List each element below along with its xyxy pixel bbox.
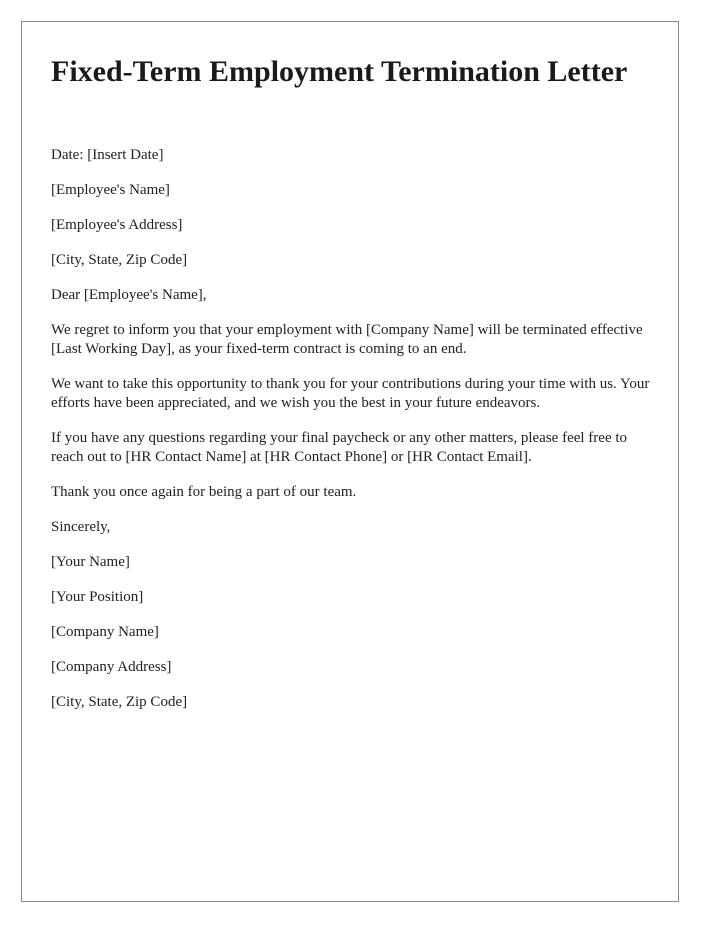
closing: Sincerely, (51, 519, 111, 535)
paragraph-thanks: We want to take this opportunity to thank you for your contributions during your time with us. Your efforts have been appreciated, and we wish you the best in your future endeavors. (51, 376, 650, 411)
sender-name: [Your Name] (51, 554, 130, 570)
date-line: Date: [Insert Date] (51, 147, 164, 163)
paragraph-closing-thanks: Thank you once again for being a part of our team. (51, 484, 357, 500)
recipient-address: [Employee's Address] (51, 217, 183, 233)
recipient-name: [Employee's Name] (51, 182, 170, 198)
sender-company: [Company Name] (51, 624, 159, 640)
letter-body (51, 146, 661, 728)
paragraph-termination-notice: We regret to inform you that your employment with [Company Name] will be terminated effective [Last Working Day], as your fixed-term contract is coming to an end. (51, 322, 643, 357)
paragraph-contact-info: If you have any questions regarding your final paycheck or any other matters, please feel free to reach out to [HR Contact Name] at [HR Contact Phone] or [HR Contact Email]. (51, 430, 628, 465)
sender-company-address: [Company Address] (51, 659, 172, 675)
sender-position: [Your Position] (51, 589, 144, 605)
letter-title: Fixed-Term Employment Termination Letter (51, 55, 628, 88)
sender-city-state-zip: [City, State, Zip Code] (51, 694, 188, 710)
recipient-city-state-zip: [City, State, Zip Code] (51, 252, 188, 268)
salutation: Dear [Employee's Name], (51, 287, 207, 303)
letter-page (21, 21, 679, 902)
